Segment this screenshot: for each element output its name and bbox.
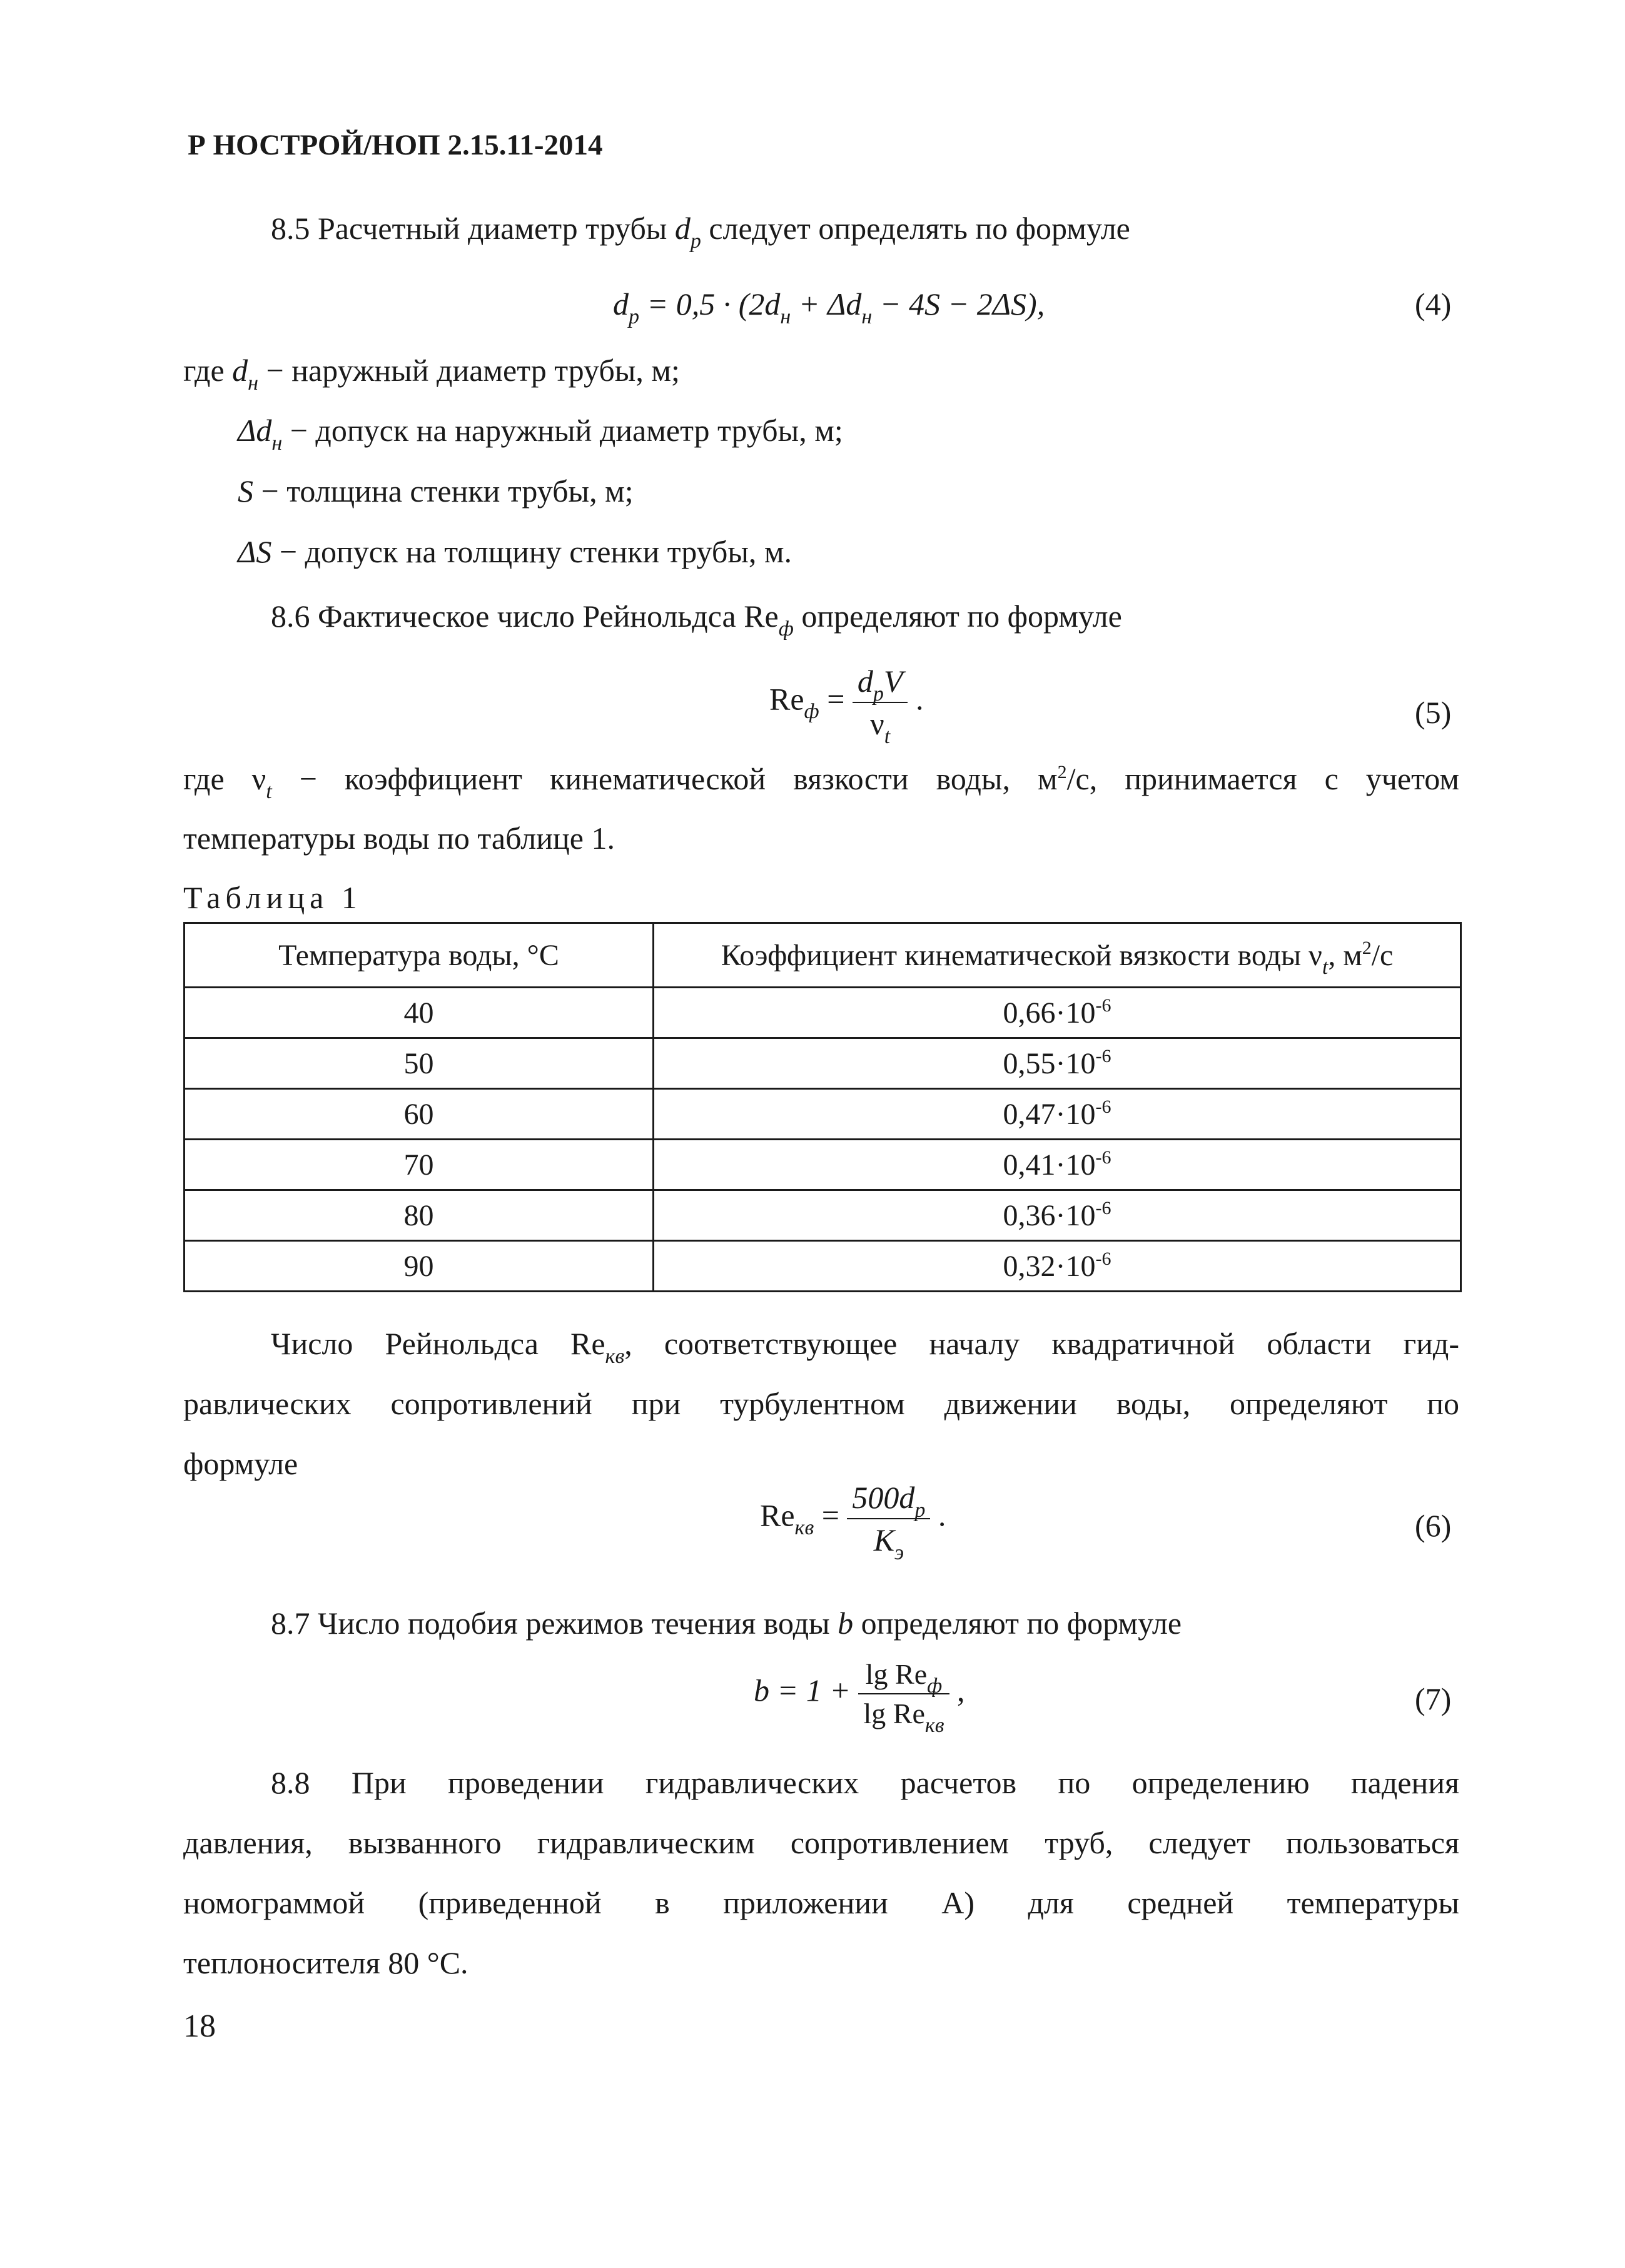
table-cell-viscosity bbox=[654, 1038, 1461, 1089]
formula-5-numerator bbox=[853, 663, 908, 706]
table-cell-viscosity bbox=[654, 1089, 1461, 1140]
formula-6-numerator bbox=[847, 1479, 930, 1522]
numerator-d: d bbox=[857, 664, 873, 699]
numerator-500d: 500d bbox=[852, 1480, 915, 1515]
formula-6-lhs: Re bbox=[760, 1497, 795, 1533]
viscosity-exponent: -6 bbox=[1095, 1147, 1111, 1168]
section-8-5-prefix: 8.5 Расчетный диаметр трубы bbox=[271, 211, 675, 246]
header-unit-sup: 2 bbox=[1362, 937, 1372, 958]
formula-6-denominator bbox=[847, 1519, 930, 1564]
formula-5-denominator bbox=[853, 703, 908, 748]
definition-symbol: S bbox=[238, 473, 253, 509]
formula-7 bbox=[754, 1658, 965, 1737]
section-8-6-text bbox=[271, 597, 1122, 639]
numerator-v: V bbox=[883, 664, 903, 699]
formula-4-lhs: d bbox=[613, 286, 629, 321]
viscosity-mantissa: 0,41·10 bbox=[1003, 1148, 1096, 1182]
definition-subscript: н bbox=[248, 372, 259, 395]
viscosity-mantissa: 0,66·10 bbox=[1003, 996, 1096, 1030]
denominator-k: K bbox=[873, 1522, 895, 1557]
section-8-7-suffix: определяют по формуле bbox=[853, 1606, 1182, 1641]
table-cell-viscosity bbox=[654, 1241, 1461, 1292]
formula-6-fraction bbox=[847, 1479, 930, 1564]
table-header-temperature: Температура воды, °С bbox=[185, 923, 654, 988]
viscosity-exponent: -6 bbox=[1095, 1248, 1111, 1269]
table-1 bbox=[183, 922, 1462, 1292]
table-row bbox=[185, 1089, 1461, 1140]
section-8-5-text bbox=[271, 210, 1130, 251]
viscosity-definition-line-1 bbox=[183, 760, 1459, 802]
table-row bbox=[185, 1241, 1461, 1292]
table-cell-temperature: 40 bbox=[185, 988, 654, 1038]
definition-text: − наружный диаметр трубы, м; bbox=[258, 353, 680, 388]
table-cell-temperature: 50 bbox=[185, 1038, 654, 1089]
definition-text: − толщина стенки трубы, м; bbox=[253, 473, 634, 509]
definition-symbol: ΔS bbox=[238, 534, 272, 569]
viscosity-exponent: -6 bbox=[1095, 1197, 1111, 1218]
definition-symbol: Δd bbox=[238, 413, 272, 448]
section-8-5-suffix: следует определять по формуле bbox=[701, 211, 1130, 246]
definition-text: − допуск на наружный диаметр трубы, м; bbox=[282, 413, 843, 448]
viscosity-superscript: 2 bbox=[1057, 762, 1067, 782]
definition-lead: где bbox=[183, 353, 233, 388]
definition-symbol: d bbox=[232, 353, 248, 388]
formula-5-lhs: Re bbox=[769, 681, 804, 717]
table-cell-viscosity bbox=[654, 988, 1461, 1038]
table-1-caption: Таблица 1 bbox=[183, 880, 362, 915]
equation-number-6: (6) bbox=[1415, 1508, 1452, 1543]
table-header-row bbox=[185, 923, 1461, 988]
reynolds-kv-line-2: равлических сопротивлений при турбулентном движении воды, определяют по bbox=[183, 1386, 1459, 1421]
section-8-8-line-2: давления, вызванного гидравлическим сопротивлением труб, следует пользоваться bbox=[183, 1825, 1459, 1860]
viscosity-text-2: /с, принимается с учетом bbox=[1066, 761, 1459, 796]
viscosity-subscript: t bbox=[266, 780, 272, 803]
viscosity-exponent: -6 bbox=[1095, 1045, 1111, 1066]
formula-4 bbox=[613, 286, 1045, 328]
dp-subscript: р bbox=[690, 230, 701, 253]
formula-4-rhs-end: − 4S − 2ΔS), bbox=[872, 286, 1045, 321]
header-unit-a: , м bbox=[1328, 938, 1362, 972]
section-8-8-line-1: 8.8 При проведении гидравлических расчетов по определению падения bbox=[271, 1765, 1459, 1800]
formula-7-numerator bbox=[858, 1658, 949, 1698]
numerator-lg-re: lg Re bbox=[865, 1658, 928, 1690]
table-cell-temperature: 90 bbox=[185, 1241, 654, 1292]
formula-6-lhs-sub: кв bbox=[794, 1516, 814, 1540]
table-cell-temperature: 60 bbox=[185, 1089, 654, 1140]
table-header-viscosity bbox=[654, 923, 1461, 988]
table-row bbox=[185, 1140, 1461, 1190]
document-code-header: Р НОСТРОЙ/НОП 2.15.11-2014 bbox=[188, 129, 603, 161]
table-row bbox=[185, 1038, 1461, 1089]
denominator-sub: t bbox=[884, 725, 891, 748]
table-row bbox=[185, 988, 1461, 1038]
viscosity-definition-line-2: температуры воды по таблице 1. bbox=[183, 821, 615, 856]
denominator-nu: ν bbox=[870, 706, 884, 741]
definition-wall-thickness bbox=[238, 472, 634, 510]
formula-5-fraction bbox=[853, 663, 908, 748]
header-viscosity-text: Коэффициент кинематической вязкости воды ν bbox=[721, 938, 1322, 972]
section-8-6-subscript: ф bbox=[778, 617, 794, 640]
formula-5 bbox=[769, 663, 924, 748]
formula-5-tail: . bbox=[908, 681, 924, 717]
numerator-sub: р bbox=[914, 1499, 926, 1522]
table-cell-viscosity bbox=[654, 1190, 1461, 1241]
definition-subscript: н bbox=[271, 432, 283, 455]
definition-text: − допуск на толщину стенки трубы, м. bbox=[271, 534, 792, 569]
formula-4-rhs-start: = 0,5 · (2d bbox=[639, 286, 781, 321]
formula-4-sub-n2: н bbox=[861, 305, 873, 328]
section-8-6-prefix: 8.6 Фактическое число Рейнольдса Re bbox=[271, 599, 779, 634]
viscosity-exponent: -6 bbox=[1095, 995, 1111, 1016]
numerator-sub: ф bbox=[927, 1674, 943, 1698]
section-8-7-text bbox=[271, 1604, 1182, 1642]
table-cell-viscosity bbox=[654, 1140, 1461, 1190]
reynolds-kv-line-3: формуле bbox=[183, 1446, 298, 1481]
definition-outer-diameter bbox=[183, 352, 680, 393]
viscosity-exponent: -6 bbox=[1095, 1096, 1111, 1117]
formula-7-lhs: b = 1 + bbox=[754, 1673, 859, 1708]
viscosity-text-1: − коэффициент кинематической вязкости воды, м bbox=[271, 761, 1058, 796]
formula-7-fraction bbox=[858, 1658, 949, 1737]
viscosity-mantissa: 0,36·10 bbox=[1003, 1198, 1096, 1232]
formula-4-mid: + Δd bbox=[791, 286, 862, 321]
table-row bbox=[185, 1190, 1461, 1241]
definition-wall-thickness-tolerance bbox=[238, 533, 792, 570]
formula-6-equals: = bbox=[814, 1497, 848, 1533]
section-8-8-line-4: теплоносителя 80 °С. bbox=[183, 1945, 468, 1980]
table-cell-temperature: 80 bbox=[185, 1190, 654, 1241]
definition-outer-diameter-tolerance bbox=[238, 412, 843, 453]
equation-number-5: (5) bbox=[1415, 695, 1452, 730]
reynolds-kv-line-1 bbox=[183, 1325, 1459, 1367]
viscosity-mantissa: 0,47·10 bbox=[1003, 1097, 1096, 1131]
formula-6-tail: . bbox=[930, 1497, 946, 1533]
formula-7-denominator bbox=[858, 1694, 949, 1737]
equation-number-4: (4) bbox=[1415, 286, 1452, 321]
header-viscosity-subscript: t bbox=[1322, 955, 1329, 979]
section-8-6-suffix: определяют по формуле bbox=[793, 599, 1122, 634]
denominator-sub: э bbox=[894, 1541, 904, 1564]
formula-6 bbox=[760, 1479, 946, 1564]
header-unit-c: /с bbox=[1371, 938, 1394, 972]
viscosity-mantissa: 0,55·10 bbox=[1003, 1046, 1096, 1080]
formula-5-lhs-sub: ф bbox=[804, 700, 819, 724]
reynolds-kv-text-a: Число Рейнольдса Re bbox=[271, 1326, 605, 1361]
reynolds-kv-text-b: , соответствующее началу квадратичной области гид- bbox=[624, 1326, 1460, 1361]
section-8-8-line-3: номограммой (приведенной в приложении А) для средней температуры bbox=[183, 1885, 1459, 1920]
section-8-7-prefix: 8.7 Число подобия режимов течения воды bbox=[271, 1606, 838, 1641]
denominator-sub: кв bbox=[924, 1714, 944, 1737]
formula-7-tail: , bbox=[949, 1673, 965, 1708]
formula-4-lhs-sub: р bbox=[629, 305, 639, 328]
table-cell-temperature: 70 bbox=[185, 1140, 654, 1190]
dp-symbol: d bbox=[674, 211, 691, 246]
b-symbol: b bbox=[838, 1606, 854, 1641]
viscosity-mantissa: 0,32·10 bbox=[1003, 1249, 1096, 1283]
viscosity-lead: где ν bbox=[183, 761, 266, 796]
equation-number-7: (7) bbox=[1415, 1681, 1452, 1716]
page-number: 18 bbox=[183, 2008, 216, 2044]
denominator-lg-re: lg Re bbox=[863, 1698, 925, 1729]
formula-4-sub-n1: н bbox=[780, 305, 791, 328]
numerator-sub: р bbox=[873, 682, 884, 706]
formula-5-equals: = bbox=[819, 681, 853, 717]
reynolds-kv-subscript: кв bbox=[605, 1345, 625, 1368]
